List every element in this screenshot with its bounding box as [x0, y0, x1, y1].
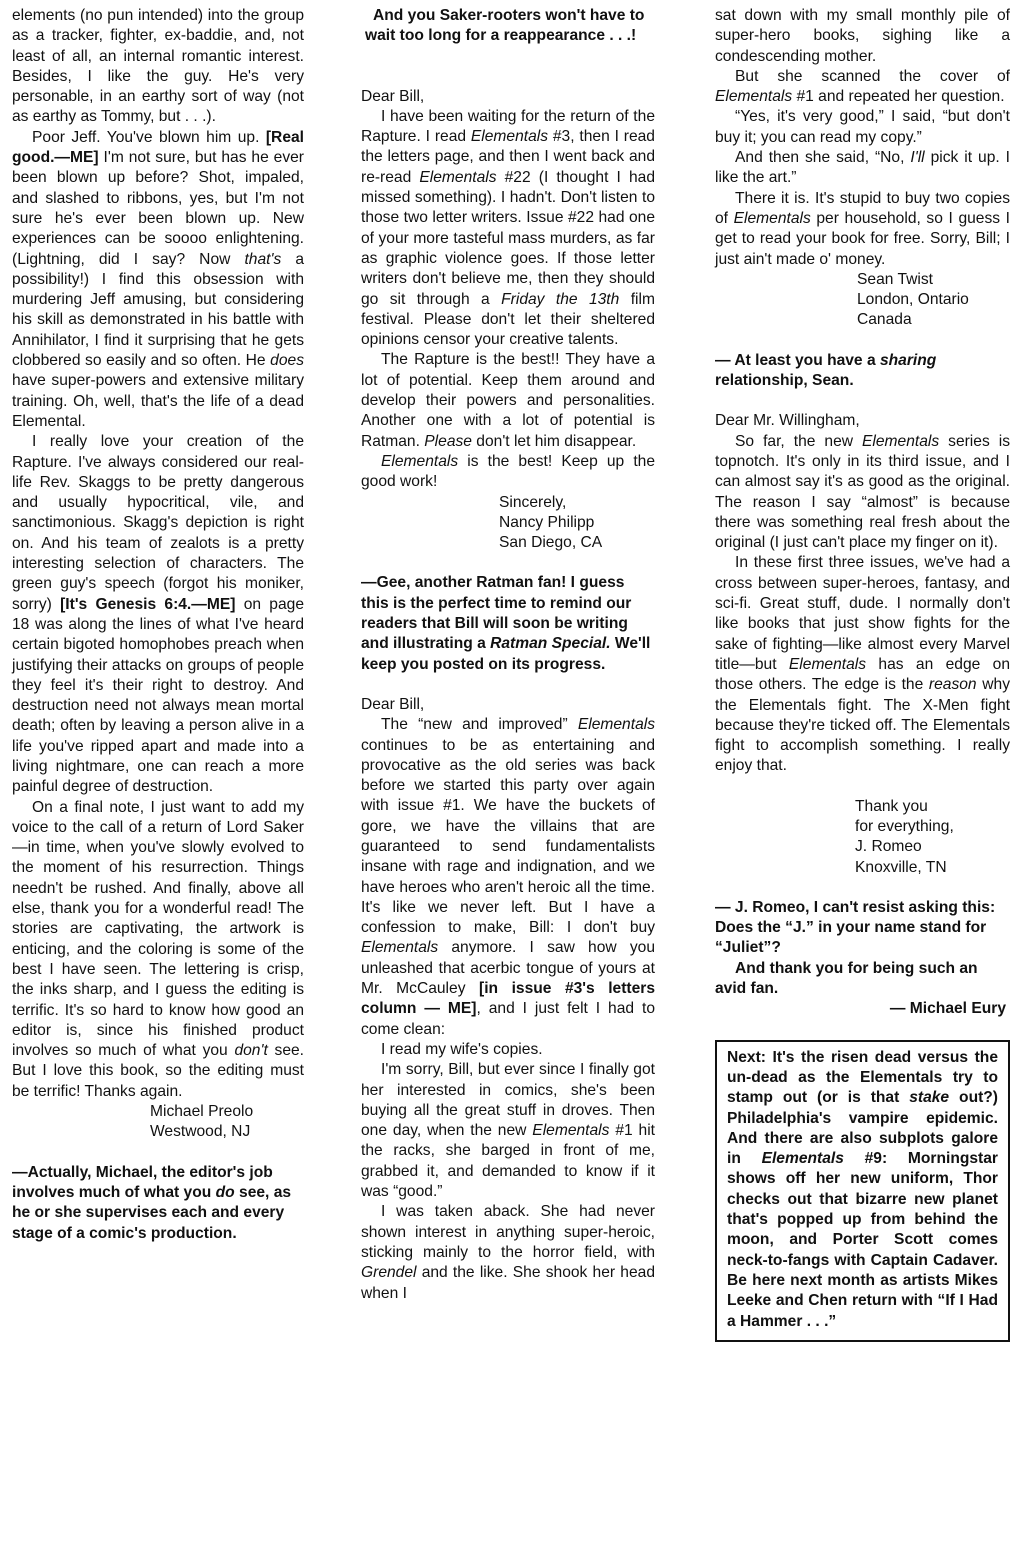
editor-reply: —Actually, Michael, the editor's job involves much of what you do see, as he or she supervises each and every stage of a comic's production.	[12, 1163, 292, 1242]
editor-note: [It's Genesis 6:4.—ME]	[60, 595, 236, 613]
letter-paragraph: elements (no pun intended) into the group as a tracker, fighter, ex-baddie, and, not least of all, an internal romantic interest. Besides, I like the guy. He's very personable, in an earthy sort of way (not as earthy as Tommy, but . . .).	[12, 7, 304, 126]
letter-paragraph: And then she said, “No, I'll pick it up. I like the art.”	[715, 149, 1010, 187]
letter-signature: Sean Twist London, Ontario Canada	[857, 270, 969, 329]
letter-paragraph: Elementals is the best! Keep up the good work!	[361, 452, 655, 491]
letter-signature: Michael Preolo Westwood, NJ	[150, 1103, 254, 1141]
letter-paragraph: So far, the new Elementals series is topnotch. It's only in its third issue, and I can almost say it's as good as the original. The reason I say “almost” is because there was something real fresh about the original (I just can't place my finger on it).	[715, 432, 1011, 552]
editor-reply: —Gee, another Ratman fan! I guess this is the perfect time to remind our readers that Bill will soon be writing and illustrating a Ratman Special. We'll keep you posted on its progress.	[361, 574, 651, 673]
letter-signature: Sincerely, Nancy Philipp San Diego, CA	[499, 493, 603, 552]
next-issue-box: Next: It's the risen dead versus the un-dead as the Elementals try to stamp out (or is that stake out?) Philadelphia's vampire epidemic. And there are also subplots galore in Elementals #9: Morningstar shows off her new uniform, Thor checks out that bizarre new planet that's popped up from behind the moon, and Porter Scott comes neck-to-fangs with Captain Cadaver. Be here next month as artists Mikes Leeke and Chen return with “If I Had a Hammer . . .”	[715, 1040, 1010, 1342]
column-1	[12, 6, 304, 1244]
letter-paragraph: On a final note, I just want to add my voice to the call of a return of Lord Saker—in time, when you've slowly evolved to the moment of his resurrection. Things needn't be rushed. And finally, above all else, thank you for a wonderful read! The stories are captivating, the artwork is enticing, and the coloring is some of the best I have seen. The lettering is crisp, the inks sharp, and I guess the editing is terrific. It's so hard to know how good an editor is, since his finished product involves so much of what you don't see. But I love this book, so the editing must be terrific! Thanks again.	[12, 798, 304, 1100]
editor-signature: — Michael Eury	[889, 1000, 1006, 1018]
editor-note: [Real good.—ME]	[12, 128, 304, 167]
editor-reply: — J. Romeo, I can't resist asking this: Does the “J.” in your name stand for “Juliet”?	[715, 898, 996, 957]
editor-note: [in issue #3's letters column — ME]	[361, 980, 656, 1018]
letter-paragraph: But she scanned the cover of Elementals #1 and repeated her question.	[715, 67, 1010, 106]
letter-paragraph: The Rapture is the best!! They have a lot of potential. Keep them around and develop their powers and personalities. Another one with a lot of potential is Ratman. Please don't let him disappear.	[361, 351, 655, 450]
editor-reply: And thank you for being such an avid fan.	[715, 959, 978, 998]
letter-paragraph: There it is. It's stupid to buy two copies of Elementals per household, so I guess I get to read your book for free. Sorry, Bill; I just ain't made o' money.	[715, 189, 1010, 268]
letter-paragraph: “Yes, it's very good,” I said, “but don't buy it; you can read my copy.”	[715, 108, 1010, 146]
column-3	[715, 6, 1010, 1342]
letter-salutation: Dear Bill,	[361, 695, 425, 713]
letter-paragraph: Poor Jeff. You've blown him up. [Real good.—ME] I'm not sure, but has he ever been blown up before? Shot, impaled, and slashed to ribbons, yes, but I'm not sure he's ever been blown up. New experiences can be soooo enlightening. (Lightning, did I say? Now that's a possibility!) I find this obsession with murdering Jeff amusing, but considering his skill as demonstrated in his battle with Annihilator, I find it surprising that he gets clobbered so easily and so often. He does have super-powers and extensive military training. Oh, well, that's the life of a dead Elemental.	[12, 128, 304, 430]
letter-paragraph: I'm sorry, Bill, but ever since I finally got her interested in comics, she's been buying all the great stuff in droves. Then one day, when the new Elementals #1 hit the racks, she barged in front of me, grabbed it, and demanded to know if it was “good.”	[361, 1061, 656, 1201]
column-2	[361, 6, 655, 1304]
editor-reply: And you Saker-rooters won't have to wait too long for a reappearance . . .!	[365, 7, 645, 45]
letter-salutation: Dear Mr. Willingham,	[715, 412, 860, 430]
letter-paragraph: I was taken aback. She had never shown interest in anything super-heroic, sticking mainly to the horror field, with Grendel and the like. She shook her head when I	[361, 1203, 655, 1302]
letter-paragraph: I read my wife's copies.	[381, 1040, 543, 1058]
editor-reply: — At least you have a sharing relationship, Sean.	[715, 351, 937, 390]
letter-paragraph: sat down with my small monthly pile of super-hero books, sighing like a condescending mother.	[715, 7, 1010, 65]
letter-paragraph: In these first three issues, we've had a cross between super-heroes, fantasy, and sci-fi. Great stuff, dude. I normally don't like books that just show fights for the sake of fighting—like almost every Marvel title—but Elementals has an edge on those others. The edge is the reason why the Elementals fight. The X-Men fight because they're ticked off. The Elementals fight to accomplish something. I really enjoy that.	[715, 554, 1010, 775]
letter-paragraph: The “new and improved” Elementals continues to be as entertaining and provocative as the old series was back before we started this party over again with issue #1. We have the buckets of gore, we have the villains that are guaranteed to send fundamentalists insane with rage and indignation, and we have heroes who aren't heroic all the time. It's like we never left. But I have a confession to make, Bill: I don't buy Elementals anymore. I saw how you unleashed that acerbic tongue of yours at Mr. McCauley [in issue #3's letters column — ME], and I just felt I had to come clean:	[361, 716, 656, 1038]
letter-salutation: Dear Bill,	[361, 87, 425, 105]
letter-paragraph: I really love your creation of the Rapture. I've always considered our real-life Rev. Skaggs to be pretty dangerous and usually hypocritical, vile, and sanctimonious. Skagg's depiction is right on. And his team of zealots is a pretty interesting selection of characters. The green guy's speech (forgot his moniker, sorry) [It's Genesis 6:4.—ME] on page 18 was along the lines of what I've heard certain bigoted homophobes preach when justifying their attacks on groups of people they feel it's their right to destroy. And destruction need not always mean mortal death; often by leaving a person alive in a life you've ripped apart and made into a living nightmare, one can reach a more painful degree of destruction.	[12, 433, 304, 796]
letter-signature: Thank you for everything, J. Romeo Knoxville, TN	[855, 797, 954, 876]
letter-paragraph: I have been waiting for the return of the Rapture. I read Elementals #3, then I read the letters page, and then I went back and re-read Elementals #22 (I thought I had missed something). I hadn't. Don't listen to those two letter writers. Issue #22 had one of your more tasteful mass murders, as far as graphic violence goes. If those letter writers don't believe me, then they should go sit through a Friday the 13th film festival. Please don't let their sheltered opinions censor your creative talents.	[361, 107, 655, 349]
